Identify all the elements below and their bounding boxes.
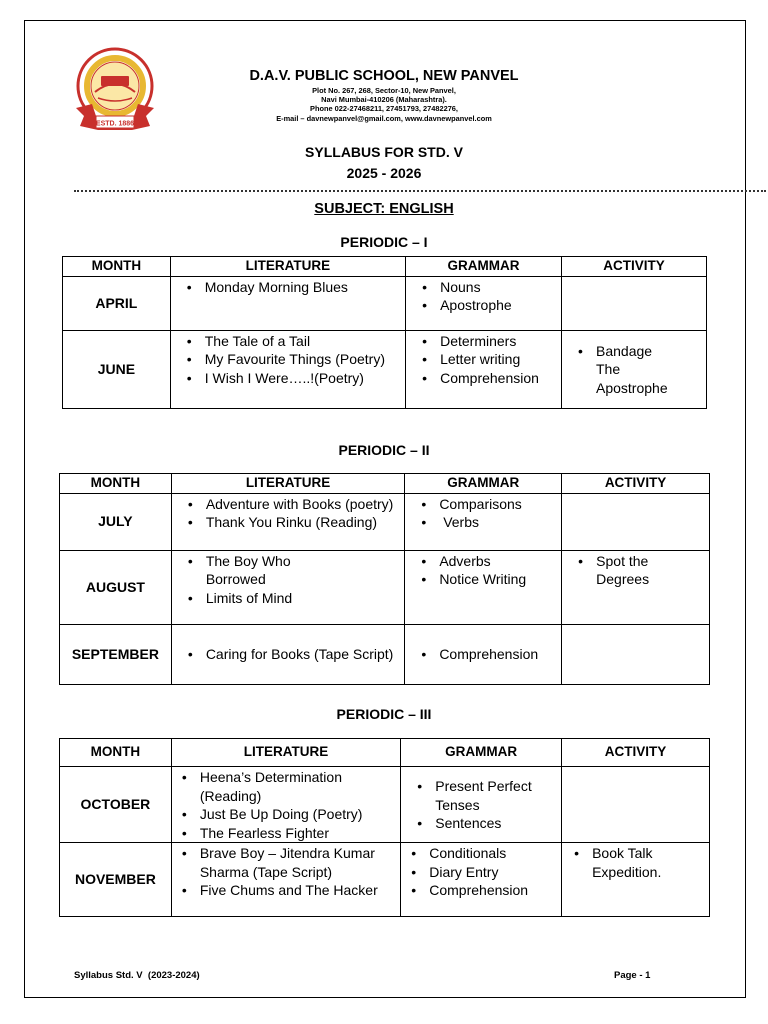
list-item: • Nouns xyxy=(440,278,557,297)
list-item: • The Fearless Fighter xyxy=(200,824,396,843)
list-item: • Verbs xyxy=(439,513,557,532)
school-header xyxy=(200,68,568,123)
literature-cell xyxy=(171,767,400,843)
table-row xyxy=(60,843,710,917)
list-item: • Caring for Books (Tape Script) xyxy=(206,645,401,664)
list-item: • Determiners xyxy=(440,332,557,351)
header-grammar: GRAMMAR xyxy=(401,739,562,767)
grammar-cell xyxy=(405,550,562,624)
activity-cell xyxy=(562,550,710,624)
school-name: D.A.V. PUBLIC SCHOOL, NEW PANVEL xyxy=(249,68,519,84)
list-item: • Present Perfect Tenses xyxy=(435,777,537,814)
grammar-cell xyxy=(406,276,562,330)
list-item: • Sentences xyxy=(435,814,537,833)
list-item: • Book Talk Expedition. xyxy=(592,844,681,881)
list-item: • Conditionals xyxy=(429,844,557,863)
header-literature: LITERATURE xyxy=(170,257,405,277)
grammar-cell xyxy=(405,493,562,550)
grammar-cell xyxy=(401,843,562,917)
list-item: • Heena’s Determination (Reading) xyxy=(200,768,396,805)
table-row xyxy=(60,767,710,843)
month-cell: NOVEMBER xyxy=(60,843,172,917)
activity-cell xyxy=(562,493,710,550)
header-month: MONTH xyxy=(60,474,172,494)
activity-cell xyxy=(562,624,710,684)
literature-cell xyxy=(171,550,405,624)
periodic-2-table xyxy=(59,473,710,685)
email-line: E-mail – davnewpanvel@gmail.com, www.davnewpanvel.com xyxy=(276,113,492,123)
list-item: • The Boy Who Borrowed xyxy=(206,552,331,589)
literature-cell xyxy=(171,843,400,917)
header-activity: ACTIVITY xyxy=(562,739,710,767)
list-item: • Just Be Up Doing (Poetry) xyxy=(200,805,396,824)
header-month: MONTH xyxy=(63,257,171,277)
month-cell: OCTOBER xyxy=(60,767,172,843)
list-item: • Letter writing xyxy=(440,350,557,369)
literature-cell xyxy=(170,330,405,408)
activity-cell xyxy=(562,843,710,917)
list-item: • Adverbs xyxy=(439,552,557,571)
list-item: • Apostrophe xyxy=(440,296,557,315)
periodic-1-title: PERIODIC – I xyxy=(340,234,428,250)
address-line: Plot No. 267, 268, Sector-10, New Panvel, xyxy=(312,86,456,95)
literature-cell xyxy=(170,276,405,330)
table-row xyxy=(60,550,710,624)
table-row xyxy=(63,276,707,330)
month-cell: APRIL xyxy=(63,276,171,330)
grammar-cell xyxy=(405,624,562,684)
grammar-cell xyxy=(406,330,562,408)
activity-cell xyxy=(562,276,707,330)
periodic-3-title: PERIODIC – III xyxy=(336,706,432,722)
grammar-cell xyxy=(401,767,562,843)
header-grammar: GRAMMAR xyxy=(406,257,562,277)
syllabus-std: SYLLABUS FOR STD. V xyxy=(305,144,463,160)
list-item: • Thank You Rinku (Reading) xyxy=(206,513,401,532)
list-item: • Limits of Mind xyxy=(206,589,331,608)
header-activity: ACTIVITY xyxy=(562,257,707,277)
list-item: • Notice Writing xyxy=(439,570,557,589)
list-item: • The Tale of a Tail xyxy=(205,332,401,351)
list-item: • Monday Morning Blues xyxy=(205,278,401,297)
periodic-2-title: PERIODIC – II xyxy=(338,442,430,458)
list-item: • Adventure with Books (poetry) xyxy=(206,495,401,514)
table-row xyxy=(63,330,707,408)
table-header-row xyxy=(60,474,710,494)
header-activity: ACTIVITY xyxy=(562,474,710,494)
table-row xyxy=(60,493,710,550)
list-item: • I Wish I Were…..!(Poetry) xyxy=(205,369,401,388)
list-item: • Diary Entry xyxy=(429,863,557,882)
month-cell: AUGUST xyxy=(60,550,172,624)
activity-cell xyxy=(562,330,707,408)
header-grammar: GRAMMAR xyxy=(405,474,562,494)
list-item: • Brave Boy – Jitendra Kumar Sharma (Tape Script) xyxy=(200,844,396,881)
table-row xyxy=(60,624,710,684)
header-month: MONTH xyxy=(60,739,172,767)
table-header-row xyxy=(63,257,707,277)
month-cell: JULY xyxy=(60,493,172,550)
phone-line: Phone 022-27468211, 27451793, 27482276, xyxy=(310,104,458,114)
header-literature: LITERATURE xyxy=(171,739,400,767)
month-cell: SEPTEMBER xyxy=(60,624,172,684)
periodic-1-table xyxy=(62,256,707,409)
header-literature: LITERATURE xyxy=(171,474,405,494)
school-logo-icon xyxy=(68,46,162,136)
page-number: Page - 1 xyxy=(614,970,651,981)
literature-cell xyxy=(171,493,405,550)
list-item: • Comprehension xyxy=(439,645,557,664)
syllabus-title xyxy=(200,142,568,184)
address-line: Navi Mumbai-410206 (Maharashtra). xyxy=(321,95,447,105)
subject-title: SUBJECT: ENGLISH xyxy=(314,201,454,217)
periodic-3-table xyxy=(59,738,710,917)
list-item: • Five Chums and The Hacker xyxy=(200,881,396,900)
list-item: • Bandage The Apostrophe xyxy=(596,342,672,398)
dotted-divider xyxy=(74,190,766,192)
literature-cell xyxy=(171,624,405,684)
footer-label: Syllabus Std. V (2023-2024) xyxy=(74,970,200,981)
activity-cell xyxy=(562,767,710,843)
syllabus-year: 2025 - 2026 xyxy=(346,165,422,181)
logo-estd-text: ESTD. 1886 xyxy=(95,120,135,128)
list-item: • Spot the Degrees xyxy=(596,552,675,589)
month-cell: JUNE xyxy=(63,330,171,408)
list-item: • Comprehension xyxy=(440,369,557,388)
list-item: • My Favourite Things (Poetry) xyxy=(205,350,401,369)
list-item: • Comprehension xyxy=(429,881,557,900)
list-item: • Comparisons xyxy=(439,495,557,514)
table-header-row xyxy=(60,739,710,767)
